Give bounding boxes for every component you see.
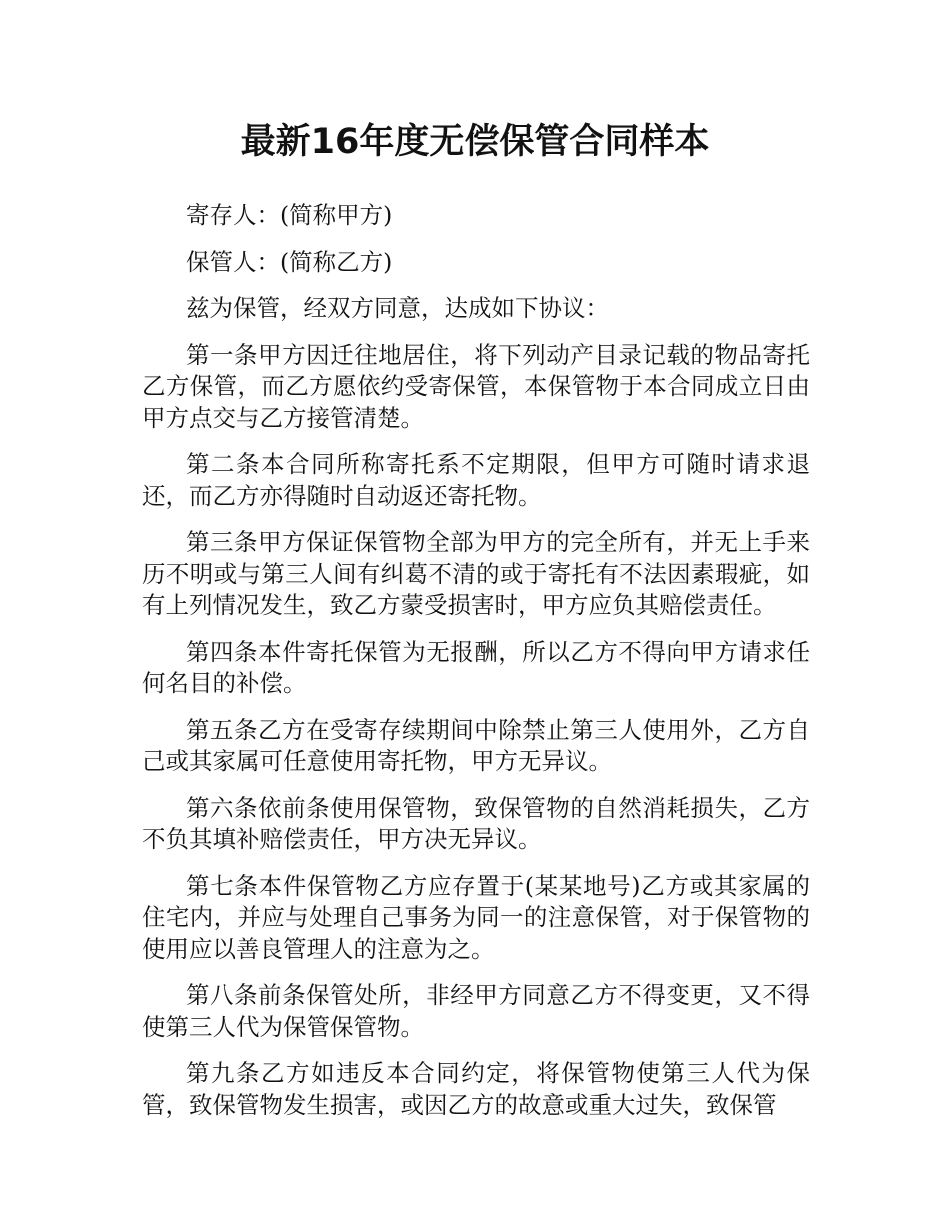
paragraph-depositor: 寄存人：(简称甲方) (186, 201, 393, 229)
paragraph-article-1: 第一条甲方因迁往地居住，将下列动产目录记载的物品寄托乙方保管，而乙方愿依约受寄保管，本保管物于本合同成立日由甲方点交与乙方接管清楚。 (142, 340, 810, 432)
paragraph-article-8: 第八条前条保管处所，非经甲方同意乙方不得变更，又不得使第三人代为保管保管物。 (142, 981, 810, 1041)
paragraph-article-9: 第九条乙方如违反本合同约定，将保管物使第三人代为保管，致保管物发生损害，或因乙方的故意或重大过失，致保管 (142, 1059, 810, 1119)
document-title: 最新16年度无偿保管合同样本 (240, 122, 710, 162)
paragraph-custodian: 保管人：(简称乙方) (186, 247, 393, 276)
paragraph-article-5: 第五条乙方在受寄存续期间中除禁止第三人使用外，乙方自己或其家属可任意使用寄托物，甲方无异议。 (142, 715, 810, 775)
paragraph-article-4: 第四条本件寄托保管为无报酬，所以乙方不得向甲方请求任何名目的补偿。 (142, 637, 810, 697)
paragraph-article-3: 第三条甲方保证保管物全部为甲方的完全所有，并无上手来历不明或与第三人间有纠葛不清的或于寄托有不法因素瑕疵，如有上列情况发生，致乙方蒙受损害时，甲方应负其赔偿责任。 (142, 528, 810, 619)
paragraph-article-2: 第二条本合同所称寄托系不定期限，但甲方可随时请求退还，而乙方亦得随时自动返还寄托物。 (142, 450, 810, 510)
paragraph-preamble: 兹为保管，经双方同意，达成如下协议： (186, 294, 609, 322)
paragraph-article-7: 第七条本件保管物乙方应存置于(某某地号)乙方或其家属的住宅内，并应与处理自己事务为同一的注意保管，对于保管物的使用应以善良管理人的注意为之。 (142, 871, 810, 963)
paragraph-article-6: 第六条依前条使用保管物，致保管物的自然消耗损失，乙方不负其填补赔偿责任，甲方决无异议。 (142, 793, 810, 853)
document-body (142, 200, 810, 1136)
